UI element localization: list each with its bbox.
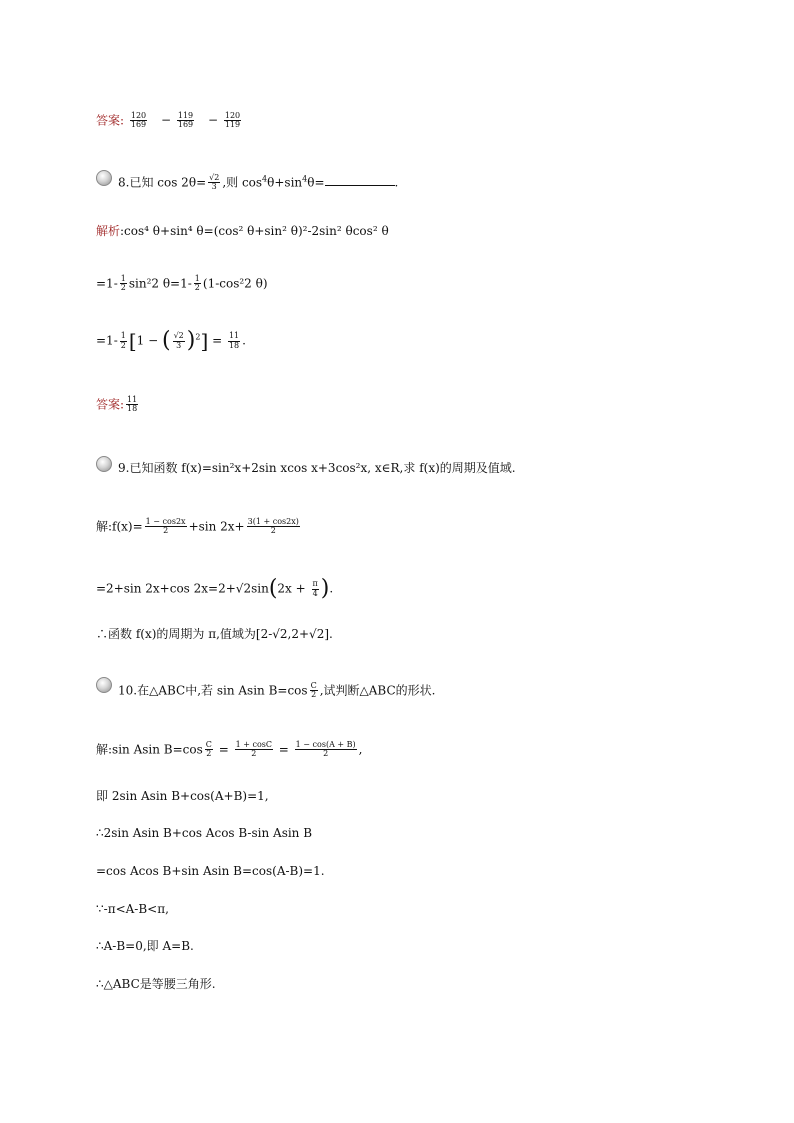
solution-9-line-2: =2+sin 2x+cos 2x=2+√2sin(2x + $\frac{\pi}{4}$ ). — [96, 576, 334, 601]
question-9: 9.已知函数 f(x)=sin²x+2sin xcos x+3cos²x, x∈R,求 f(x)的周期及值域. — [118, 461, 516, 475]
solution-10-line-3: ∴2sin Asin B+cos Acos B-sin Asin B — [96, 826, 313, 840]
fraction: $\frac{3(1 + \cos 2x)}{2}$ — [247, 517, 299, 536]
fraction: $\frac{11}{18}$ — [228, 331, 240, 350]
fraction: $\frac{1 - \cos 2x}{2}$ — [145, 517, 186, 536]
fraction: $\frac{√2}{3}$ — [173, 331, 184, 350]
answer-blank[interactable] — [325, 175, 395, 186]
fraction: $\frac{1}{2}$ — [120, 331, 126, 350]
fraction: $\frac{1}{2}$ — [194, 274, 200, 293]
fraction: $\frac{1 + \cos C}{2}$ — [235, 740, 272, 759]
question-bullet-icon — [96, 170, 112, 186]
fraction: $\frac{C}{2}$ — [205, 740, 212, 759]
answer-label: 答案: — [96, 397, 125, 412]
answer-7: 答案: $\frac{120}{169}$ − $\frac{119}{169}$ − $\frac{120}{119}$ — [96, 111, 241, 130]
fraction: $\frac{120}{119}$ — [224, 111, 241, 130]
solution-10-line-7: ∴△ABC是等腰三角形. — [96, 977, 216, 991]
fraction: $\frac{C}{2}$ — [310, 681, 317, 700]
answer-label: 答案: — [96, 113, 125, 128]
solution-9-line-1: 解:f(x)= $\frac{1 - \cos 2x}{2}$ +sin 2x+ $\frac{3(1 + \cos 2x)}{2}$ — [96, 517, 299, 536]
fraction: $\frac{119}{169}$ — [177, 111, 194, 130]
solution-8-line-2: =1- $\frac{1}{2}$ sin²2 θ=1- $\frac{1}{2}$ (1-cos²2 θ) — [96, 274, 268, 293]
solution-10-line-5: ∵-π<A-B<π, — [96, 902, 169, 916]
fraction: $\frac{\pi}{4}$ — [312, 579, 318, 598]
fraction: $\frac{√2}{3}$ — [209, 173, 220, 192]
question-8: 8.已知 cos 2θ= $\frac{√2}{3}$ ,则 $\cos^4\theta+\sin^4\theta=$ . — [118, 173, 399, 192]
solution-10-line-4: =cos Acos B+sin Asin B=cos(A-B)=1. — [96, 864, 325, 878]
solution-10-line-1: 解:sin Asin B=cos $\frac{C}{2}$ = $\frac{1 + \cos C}{2}$ = $\frac{1 - \cos(A + B)}{2}$ , — [96, 740, 363, 759]
question-10: 10.在△ABC中,若 sin Asin B=cos $\frac{C}{2}$ ,试判断△ABC的形状. — [118, 681, 436, 700]
fraction: $\frac{1 - \cos(A + B)}{2}$ — [295, 740, 356, 759]
fraction: $\frac{120}{169}$ — [130, 111, 147, 130]
solution-8-line-3: =1- $\frac{1}{2}$ [1 − ( $\frac{√2}{3}$ )$^2$] = $\frac{11}{18}$ . — [96, 328, 246, 353]
solution-10-line-6: ∴A-B=0,即 A=B. — [96, 939, 194, 953]
solution-9-line-3: ∴函数 f(x)的周期为 π,值域为[2-√2,2+√2]. — [96, 627, 333, 641]
question-bullet-icon — [96, 677, 112, 693]
fraction: $\frac{11}{18}$ — [127, 395, 138, 414]
solution-8-line-1: 解析:cos⁴ θ+sin⁴ θ=(cos² θ+sin² θ)²-2sin² θcos² θ — [96, 224, 389, 238]
answer-8 — [96, 396, 140, 414]
solution-label: 解析 — [96, 224, 121, 238]
solution-10-line-2: 即 2sin Asin B+cos(A+B)=1, — [96, 789, 269, 803]
question-bullet-icon — [96, 456, 112, 472]
fraction: $\frac{1}{2}$ — [120, 274, 126, 293]
